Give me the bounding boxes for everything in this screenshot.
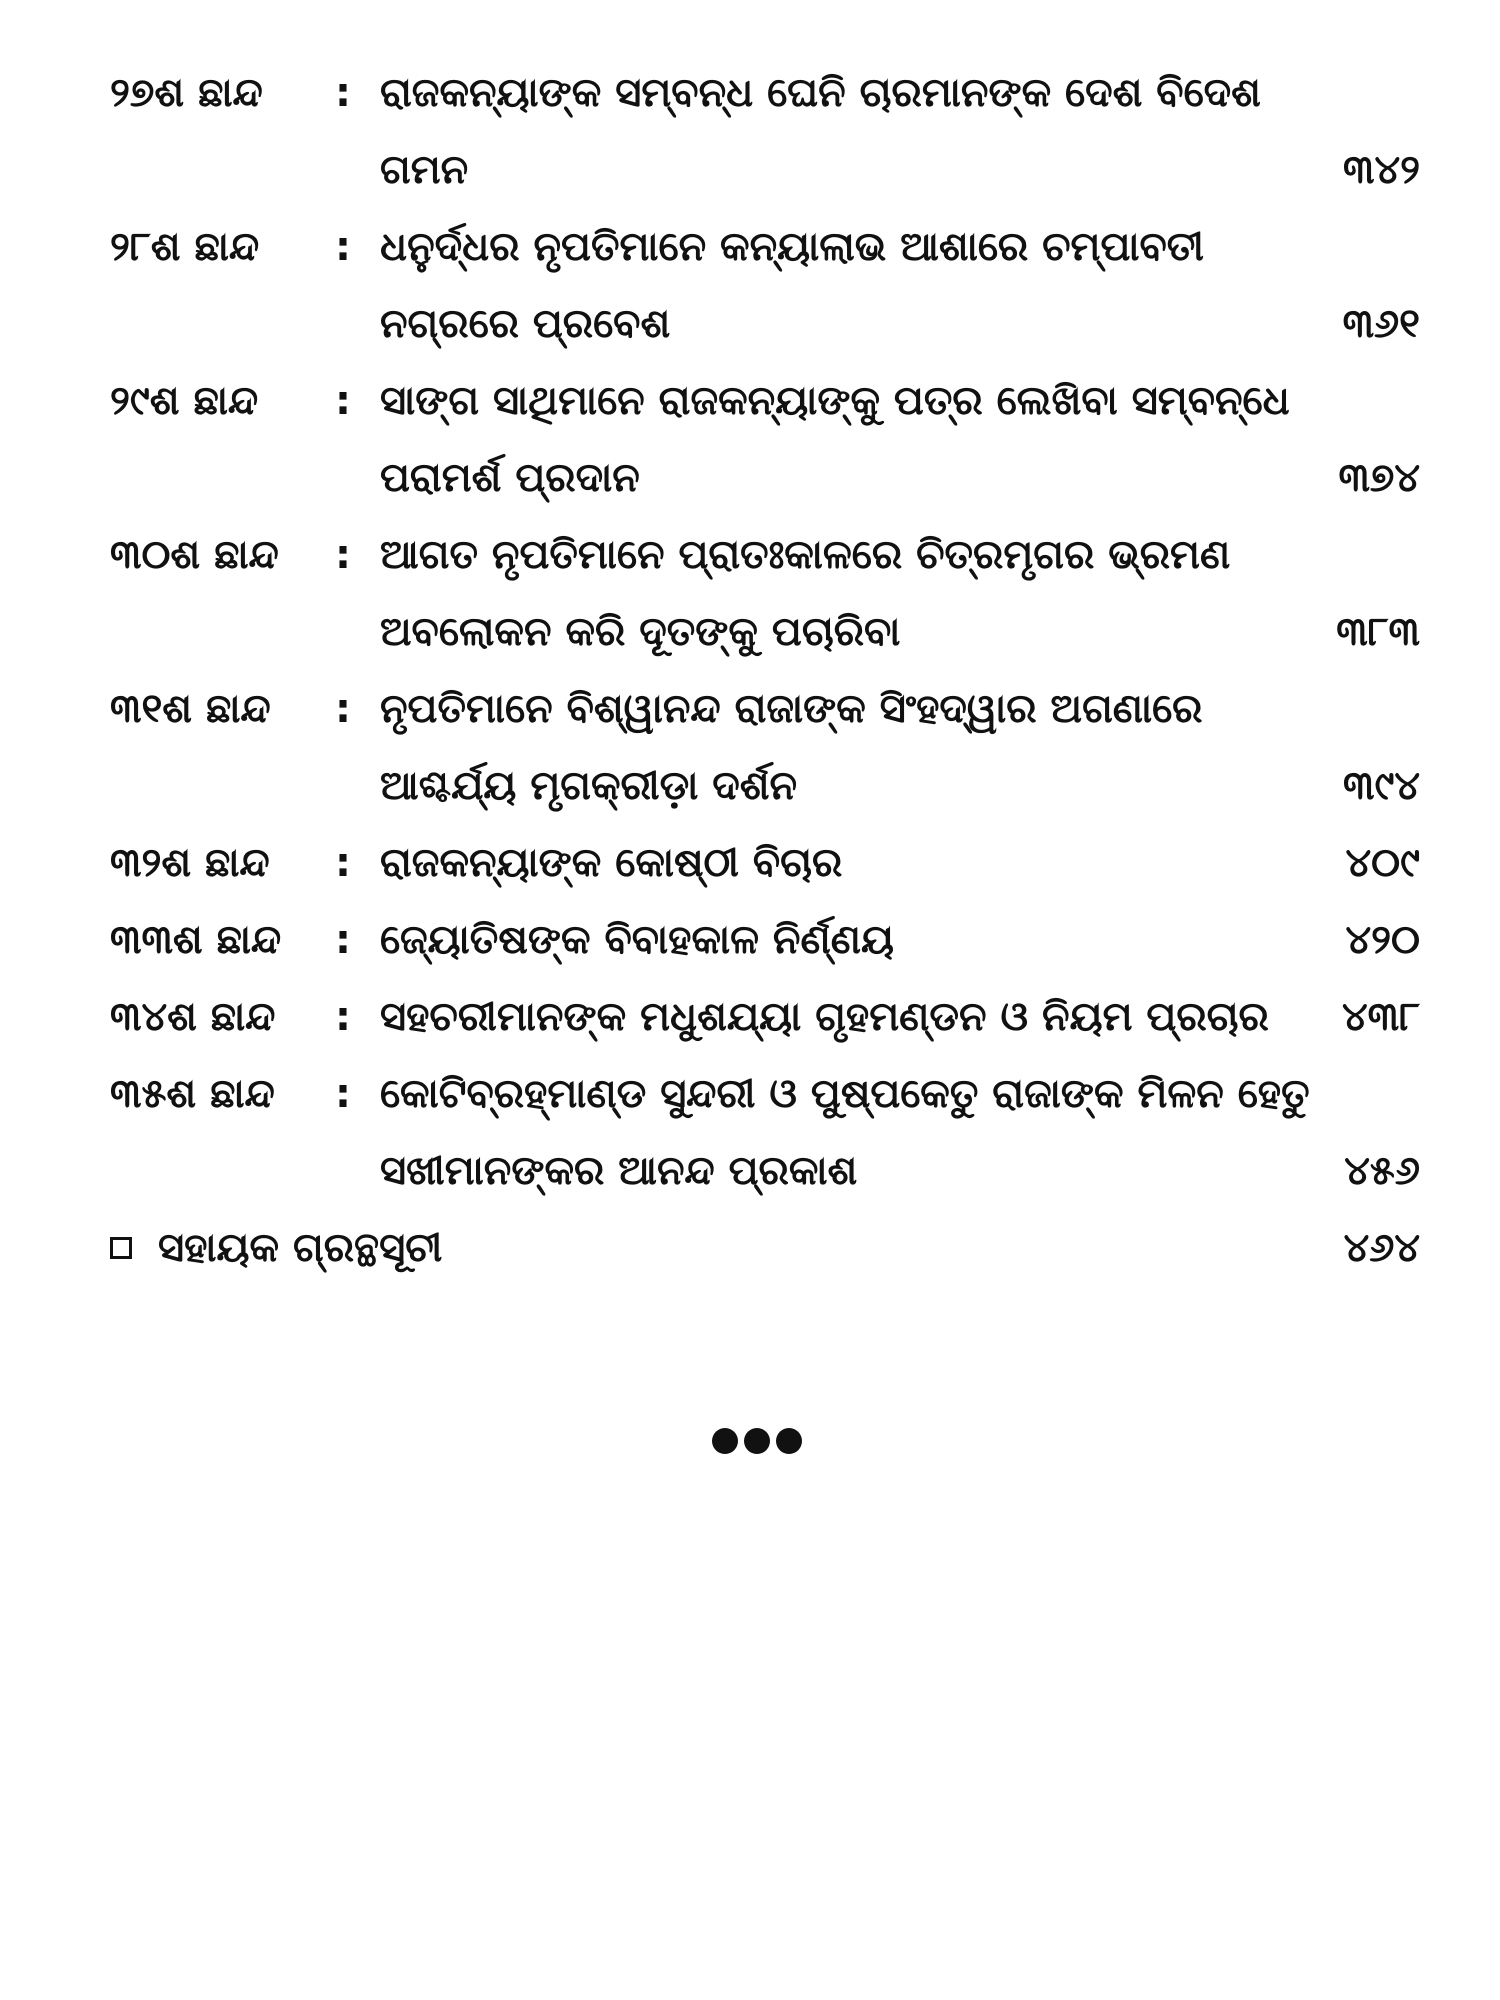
chapter-number: ୩୪ଶ ଛାନ୍ଦ [110, 994, 276, 1040]
chapter-number: ୩୨ଶ ଛାନ୍ଦ [110, 840, 270, 886]
separator-colon: : [335, 994, 351, 1040]
chapter-title: ସଖୀମାନଙ୍କର ଆନନ୍ଦ ପ୍ରକାଶ [380, 1148, 858, 1194]
toc-entry-line [110, 979, 1440, 1056]
toc-entry [110, 825, 1440, 902]
separator-colon: : [335, 378, 351, 424]
chapter-title: ସହଚରୀମାନଙ୍କ ମଧୁଶଯ୍ୟା ଗୃହମଣ୍ଡନ ଓ ନିୟମ ପ୍ରଚାର [380, 994, 1269, 1040]
page-number: ୩୮୩ [1336, 609, 1420, 655]
chapter-title: ଆଗତ ନୃପତିମାନେ ପ୍ରାତଃକାଳରେ ଚିତ୍ରମୃଗର ଭ୍ରମଣ [380, 532, 1231, 578]
page-number: ୩୬୧ [1342, 301, 1420, 347]
toc-entry-line [110, 902, 1440, 979]
toc-entry-line [110, 363, 1440, 440]
toc-entry-line [110, 825, 1440, 902]
page-number: ୪୨୦ [1345, 917, 1420, 963]
toc-entry-line [110, 55, 1440, 132]
bibliography-title: ସହାୟକ ଗ୍ରନ୍ଥସୂଚୀ [158, 1225, 443, 1271]
chapter-title: କୋଟିବ୍ରହ୍ମାଣ୍ଡ ସୁନ୍ଦରୀ ଓ ପୁଷ୍ପକେତୁ ରାଜାଙ୍କ ମିଳନ ହେତୁ [380, 1071, 1310, 1117]
page-number: ୪୫୬ [1344, 1148, 1420, 1194]
chapter-number: ୨୮ଶ ଛାନ୍ଦ [110, 224, 260, 270]
page-number: ୪୬୪ [1343, 1225, 1420, 1271]
toc-entry [110, 363, 1440, 517]
table-of-contents [110, 55, 1440, 1287]
toc-entry-line [110, 286, 1440, 363]
toc-entry-line [110, 748, 1440, 825]
separator-colon: : [335, 70, 351, 116]
ornament-dot [744, 1428, 770, 1454]
chapter-title: ପରାମର୍ଶ ପ୍ରଦାନ [380, 455, 640, 501]
page-number: ୩୪୨ [1343, 147, 1420, 193]
chapter-number: ୨୭ଶ ଛାନ୍ଦ [110, 70, 263, 116]
chapter-title: ଗମନ [380, 147, 469, 193]
toc-entry [110, 902, 1440, 979]
chapter-title: ନୃପତିମାନେ ବିଶ୍ୱାନନ୍ଦ ରାଜାଙ୍କ ସିଂହଦ୍ୱାର ଅଗଣାରେ [380, 686, 1203, 732]
chapter-title: ସାଙ୍ଗ ସାଥିମାନେ ରାଜକନ୍ୟାଙ୍କୁ ପତ୍ର ଲେଖିବା ସମ୍ବନ୍ଧେ [380, 378, 1290, 424]
page-number: ୪୩୮ [1342, 994, 1420, 1040]
chapter-title: ଜ୍ୟୋତିଷଙ୍କ ବିବାହକାଳ ନିର୍ଣ୍ଣୟ [380, 917, 894, 963]
chapter-title: ଧନୁର୍ଦ୍ଧର ନୃପତିମାନେ କନ୍ୟାଲାଭ ଆଶାରେ ଚମ୍ପାବତୀ [380, 224, 1205, 270]
separator-colon: : [335, 686, 351, 732]
chapter-number: ୨୯ଶ ଛାନ୍ଦ [110, 378, 259, 424]
chapter-number: ୩୧ଶ ଛାନ୍ଦ [110, 686, 271, 732]
chapter-title: ରାଜକନ୍ୟାଙ୍କ ସମ୍ବନ୍ଧ ଘେନି ଚାରମାନଙ୍କ ଦେଶ ବିଦେଶ [380, 70, 1261, 116]
chapter-title: ଆଶ୍ଚର୍ଯ୍ୟ ମୃଗକ୍ରୀଡ଼ା ଦର୍ଶନ [380, 763, 798, 809]
separator-colon: : [335, 532, 351, 578]
separator-colon: : [335, 224, 351, 270]
end-ornament [712, 1428, 802, 1454]
toc-entry-line [110, 671, 1440, 748]
chapter-title: ନଗ୍ରରେ ପ୍ରବେଶ [380, 301, 671, 347]
chapter-title: ରାଜକନ୍ୟାଙ୍କ କୋଷ୍ଠୀ ବିଚାର [380, 840, 843, 886]
toc-entry-line [110, 440, 1440, 517]
toc-entry [110, 979, 1440, 1056]
page-number: ୪୦୯ [1345, 840, 1420, 886]
toc-entry [110, 671, 1440, 825]
toc-entry-line [110, 132, 1440, 209]
toc-entry-bibliography [110, 1210, 1440, 1287]
toc-entry-line [110, 1056, 1440, 1133]
ornament-dot [712, 1428, 738, 1454]
separator-colon: : [335, 1071, 351, 1117]
chapter-title: ଅବଲୋକନ କରି ଦୂତଙ୍କୁ ପଚାରିବା [380, 609, 901, 655]
separator-colon: : [335, 840, 351, 886]
ornament-dot [776, 1428, 802, 1454]
toc-entry [110, 55, 1440, 209]
chapter-number: ୩୦ଶ ଛାନ୍ଦ [110, 532, 279, 578]
toc-entry [110, 517, 1440, 671]
toc-entry-line [110, 1133, 1440, 1210]
square-bullet-icon [110, 1237, 132, 1259]
toc-entry [110, 1056, 1440, 1210]
toc-entry-line [110, 594, 1440, 671]
separator-colon: : [335, 917, 351, 963]
toc-entry [110, 209, 1440, 363]
chapter-number: ୩୫ଶ ଛାନ୍ଦ [110, 1071, 275, 1117]
page-number: ୩୯୪ [1343, 763, 1420, 809]
toc-entry-line [110, 209, 1440, 286]
toc-entry-line [110, 517, 1440, 594]
page-number: ୩୭୪ [1338, 455, 1420, 501]
chapter-number: ୩୩ଶ ଛାନ୍ଦ [110, 917, 282, 963]
